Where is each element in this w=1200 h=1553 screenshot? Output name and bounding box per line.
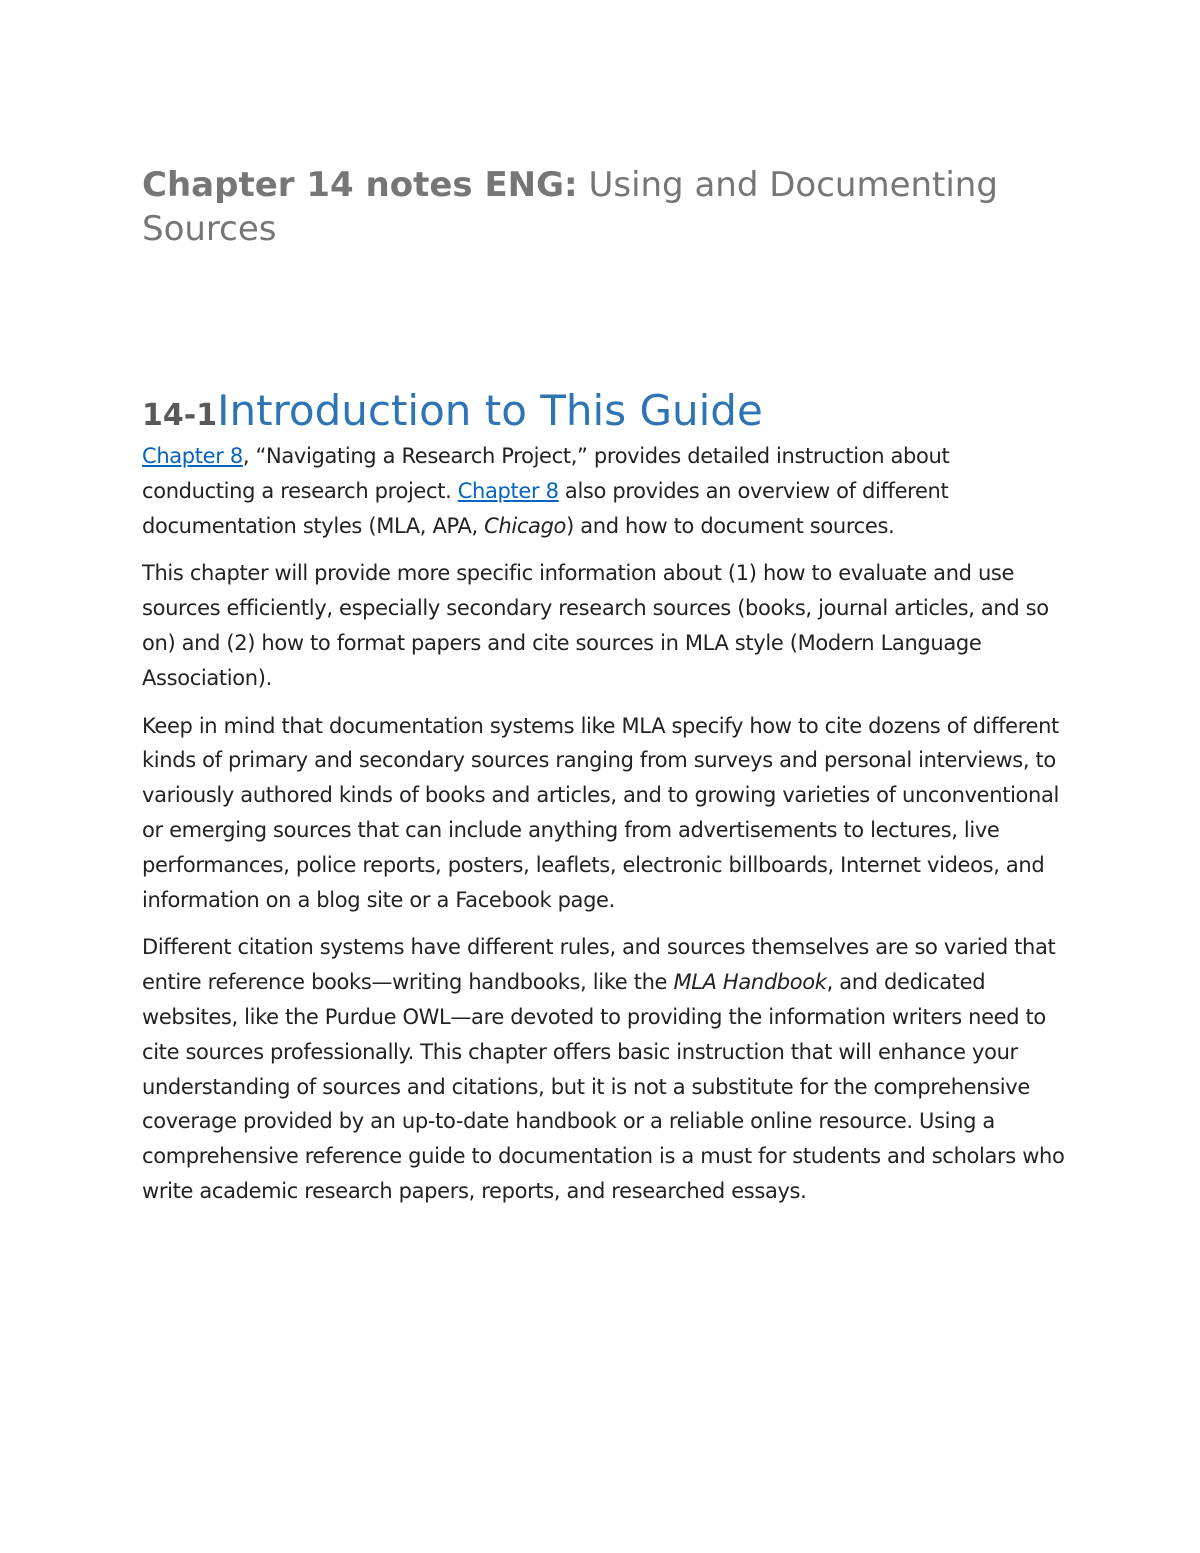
paragraph-1-text-3: ) and how to document sources.	[566, 513, 895, 538]
paragraph-1-text-2: also provides an overview of different documentation styles (MLA, APA,	[142, 478, 949, 538]
paragraph-1	[142, 439, 1067, 543]
paragraph-4-text-2: , and dedicated websites, like the Purdue OWL—are devoted to providing the information writers need to cite sources professionally. This chapter offers basic instruction that will enhance your understanding of sources and citations, but it is not a substitute for the comprehensive coverage provided by an up-to-date handbook or a reliable online resource. Using a comprehensive reference guide to documentation is a must for students and scholars who write academic research papers, reports, and researched essays.	[142, 970, 1065, 1203]
document-title	[142, 163, 1067, 251]
paragraph-3: Keep in mind that documentation systems like MLA specify how to cite dozens of different kinds of primary and secondary sources ranging from surveys and personal interviews, to variously authored kinds of books and articles, and to growing varieties of unconventional or emerging sources that can include anything from advertisements to lectures, live performances, police reports, posters, leaflets, electronic billboards, Internet videos, and information on a blog site or a Facebook page.	[142, 713, 1060, 912]
chapter-8-link[interactable]: Chapter 8	[142, 444, 243, 468]
paragraph-1-text-1: , “Navigating a Research Project,” provides detailed instruction about conducting a research project.	[142, 444, 950, 503]
paragraph-1-italic: Chicago	[484, 513, 567, 538]
paragraph-4-italic: MLA Handbook	[673, 970, 827, 995]
document-page	[142, 163, 1067, 1222]
paragraph-4	[142, 930, 1067, 1208]
chapter-8-link-2[interactable]: Chapter 8	[457, 478, 559, 503]
document-title-bold: Chapter 14 notes ENG:	[142, 165, 578, 205]
section-title: Introduction to This Guide	[217, 386, 763, 435]
section-heading	[142, 382, 1067, 445]
section-number: 14-1	[142, 398, 218, 433]
document-title-rest: Using and Documenting Sources	[142, 165, 998, 249]
paragraph-4-text-1: Different citation systems have different rules, and sources themselves are so varied that entire reference books—writing handbooks, like the	[142, 935, 1056, 995]
paragraph-2: This chapter will provide more specific information about (1) how to evaluate and use sources efficiently, especially secondary research sources (books, journal articles, and so on) and (2) how to format papers and cite sources in MLA style (Modern Language Association).	[142, 561, 1049, 690]
